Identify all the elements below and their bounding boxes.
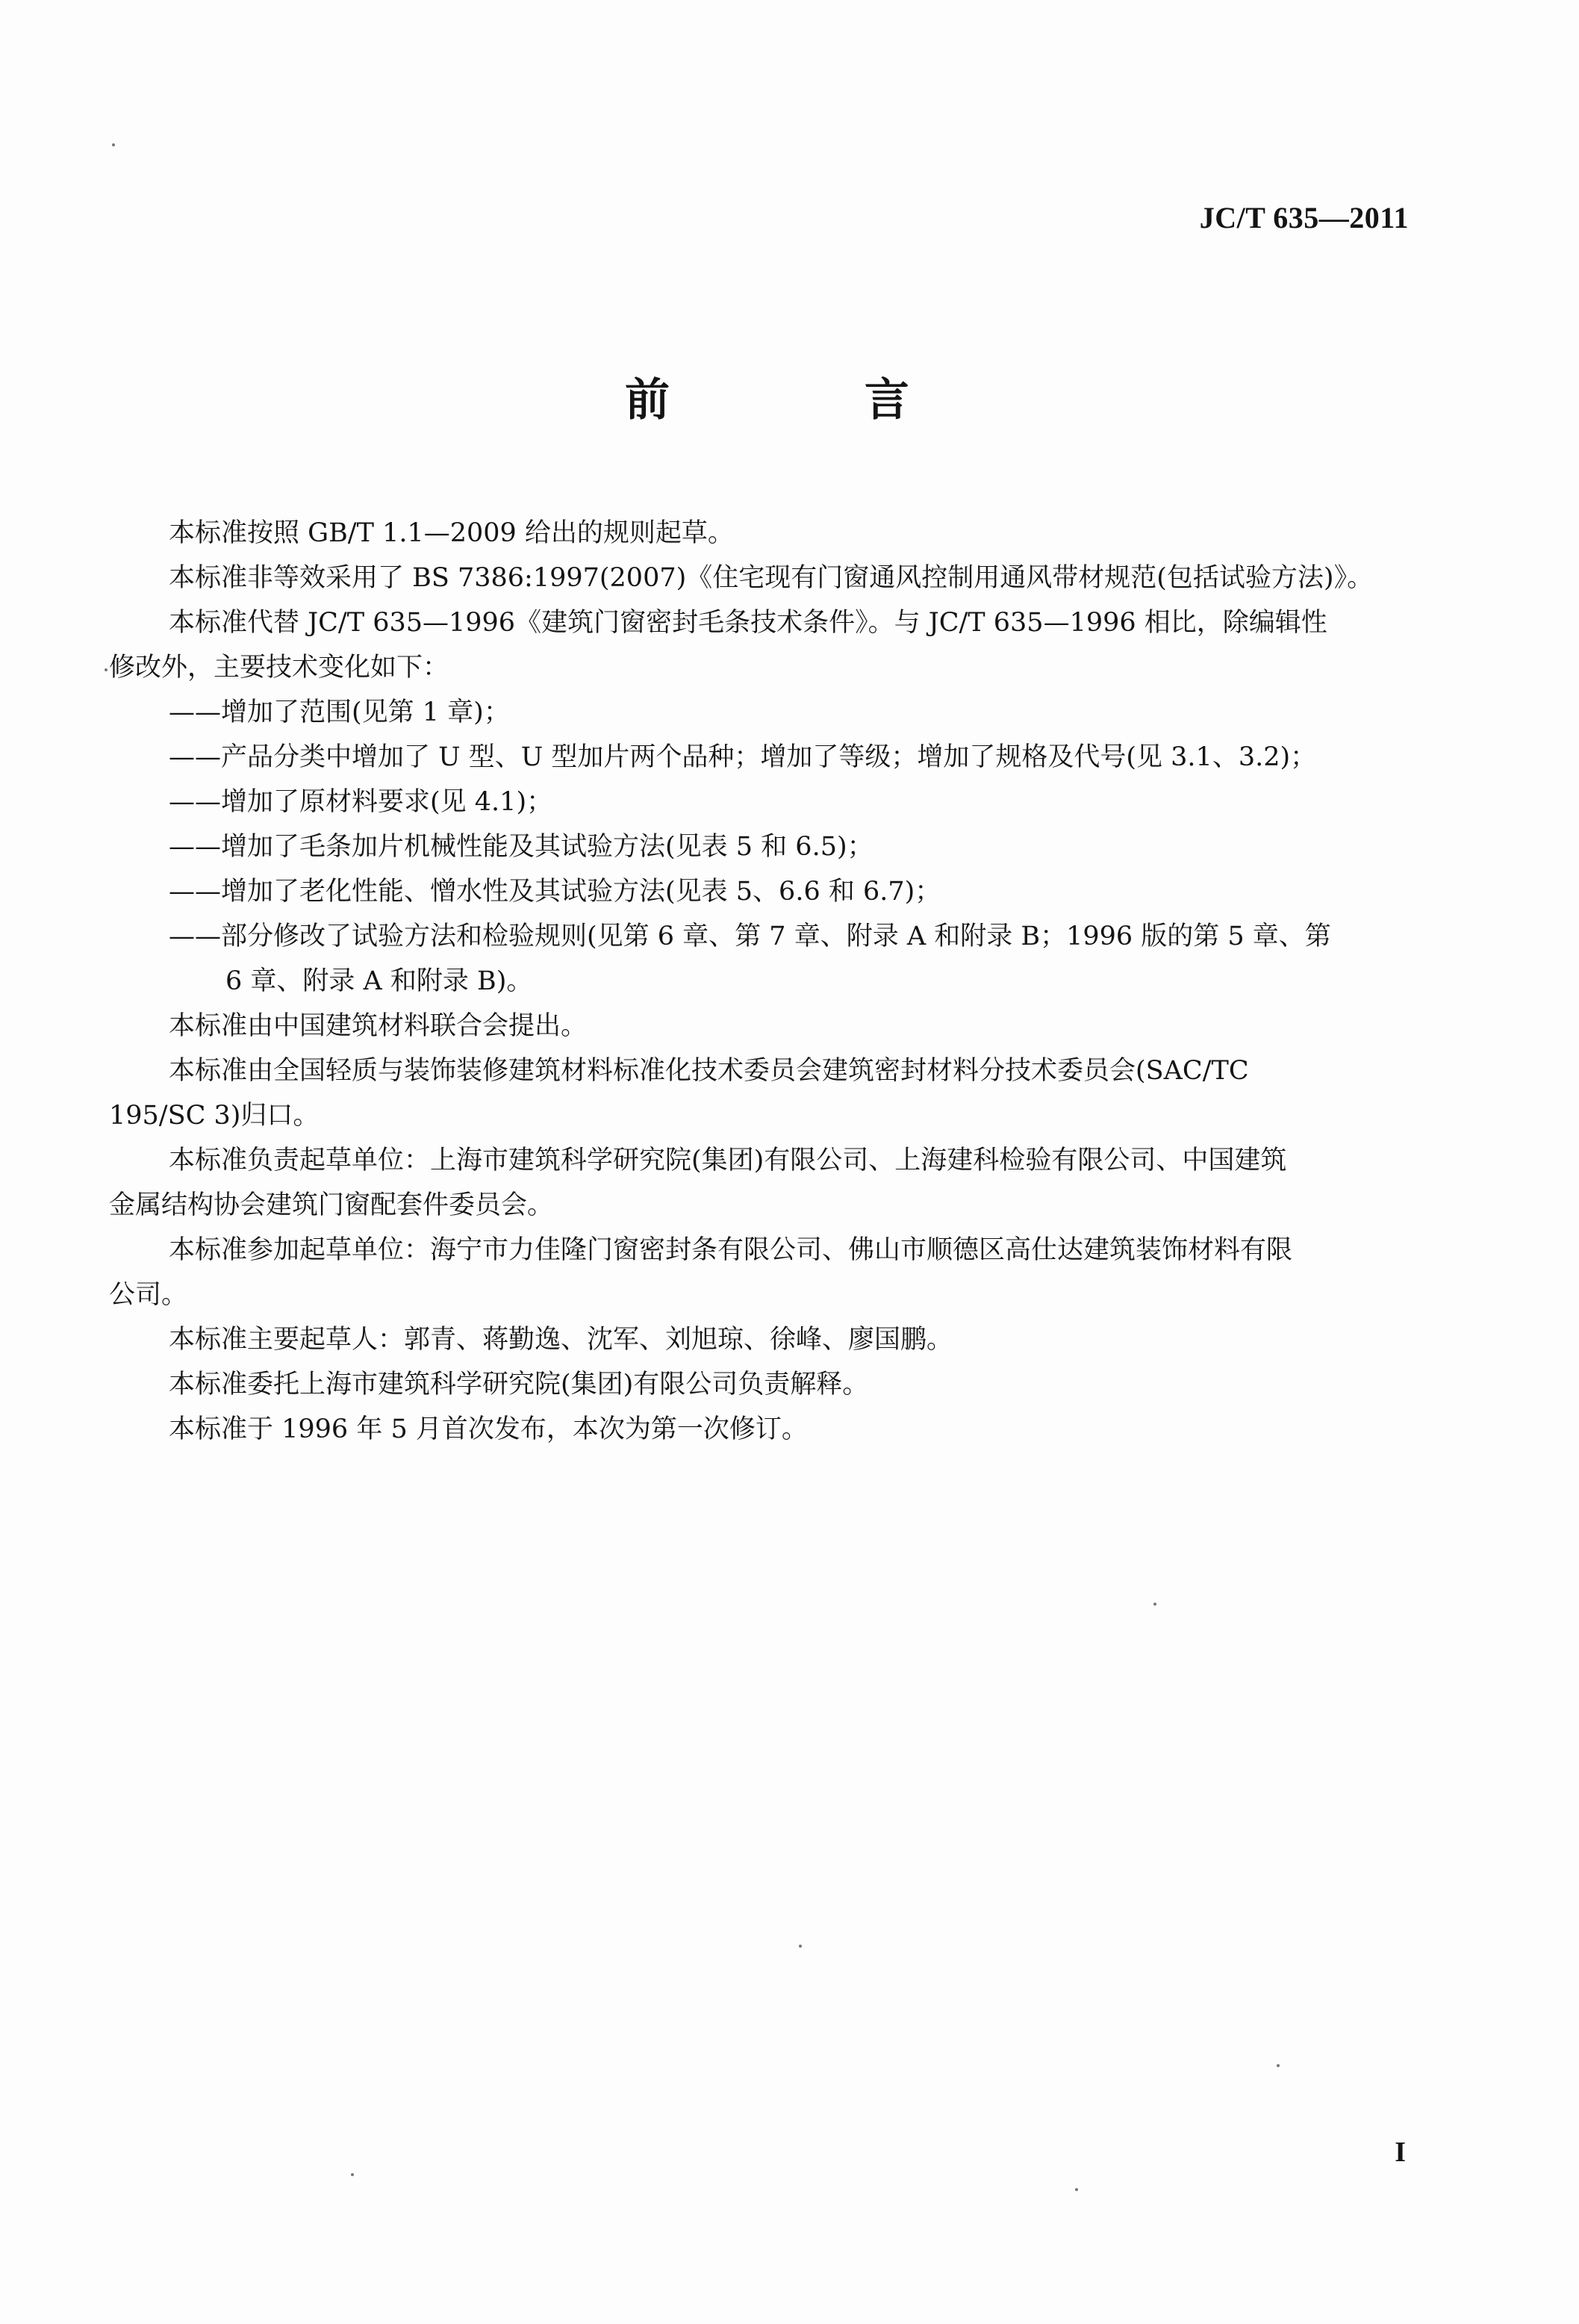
- scan-speck: [1153, 1603, 1156, 1606]
- paragraph-committee-line1: 本标准由全国轻质与装饰装修建筑材料标准化技术委员会建筑密封材料分技术委员会(SAC/TC: [169, 1056, 1249, 1086]
- change-item-4: ——增加了毛条加片机械性能及其试验方法(见表 5 和 6.5)；: [169, 832, 873, 862]
- scan-speck: [112, 143, 115, 146]
- paragraph-replacement-line1: 本标准代替 JC/T 635—1996《建筑门窗密封毛条技术条件》。与 JC/T 635—1996 相比，除编辑性: [169, 608, 1327, 638]
- scan-speck: [1075, 2188, 1078, 2191]
- scan-speck: [799, 1945, 802, 1948]
- page-number: I: [1395, 2137, 1406, 2168]
- paragraph-interpretation: 本标准委托上海市建筑科学研究院(集团)有限公司负责解释。: [169, 1370, 869, 1399]
- change-item-2: ——产品分类中增加了 U 型、U 型加片两个品种；增加了等级；增加了规格及代号(见 3.1、3.2)；: [169, 742, 1317, 772]
- change-item-6: ——部分修改了试验方法和检验规则(见第 6 章、第 7 章、附录 A 和附录 B；1996 版的第 5 章、第: [169, 922, 1331, 951]
- foreword-body: [109, 511, 1408, 1452]
- document-code: JC/T 635—2011: [1199, 201, 1409, 234]
- paragraph-main-drafters: 本标准主要起草人：郭青、蒋勤逸、沈军、刘旭琼、徐峰、廖国鹏。: [169, 1325, 953, 1355]
- paragraph-participating-drafters-line2: 公司。: [109, 1280, 188, 1310]
- paragraph-participating-drafters-line1: 本标准参加起草单位：海宁市力佳隆门窗密封条有限公司、佛山市顺德区高仕达建筑装饰材料有限: [169, 1235, 1293, 1265]
- paragraph-drafting-rules: 本标准按照 GB/T 1.1—2009 给出的规则起草。: [169, 518, 734, 548]
- paragraph-committee-line2: 195/SC 3)归口。: [109, 1101, 320, 1131]
- change-item-1: ——增加了范围(见第 1 章)；: [169, 697, 510, 727]
- page-title: 前 言: [625, 374, 999, 426]
- paragraph-lead-drafters-line1: 本标准负责起草单位：上海市建筑科学研究院(集团)有限公司、上海建科检验有限公司、中国建筑: [169, 1146, 1287, 1175]
- change-item-3: ——增加了原材料要求(见 4.1)；: [169, 787, 553, 817]
- scan-speck: [105, 668, 108, 671]
- paragraph-issue-history: 本标准于 1996 年 5 月首次发布，本次为第一次修订。: [169, 1414, 808, 1444]
- scan-speck: [351, 2173, 354, 2176]
- paragraph-lead-drafters-line2: 金属结构协会建筑门窗配套件委员会。: [109, 1190, 554, 1220]
- scan-speck: [1277, 2064, 1280, 2067]
- change-item-5: ——增加了老化性能、憎水性及其试验方法(见表 5、6.6 和 6.7)；: [169, 877, 941, 907]
- paragraph-proposer: 本标准由中国建筑材料联合会提出。: [169, 1011, 588, 1041]
- paragraph-adoption: 本标准非等效采用了 BS 7386:1997(2007)《住宅现有门窗通风控制用通风带材规范(包括试验方法)》。: [169, 563, 1374, 593]
- paragraph-replacement-line2: 修改外，主要技术变化如下：: [109, 653, 449, 683]
- change-item-6-continued: 6 章、附录 A 和附录 B)。: [225, 966, 533, 996]
